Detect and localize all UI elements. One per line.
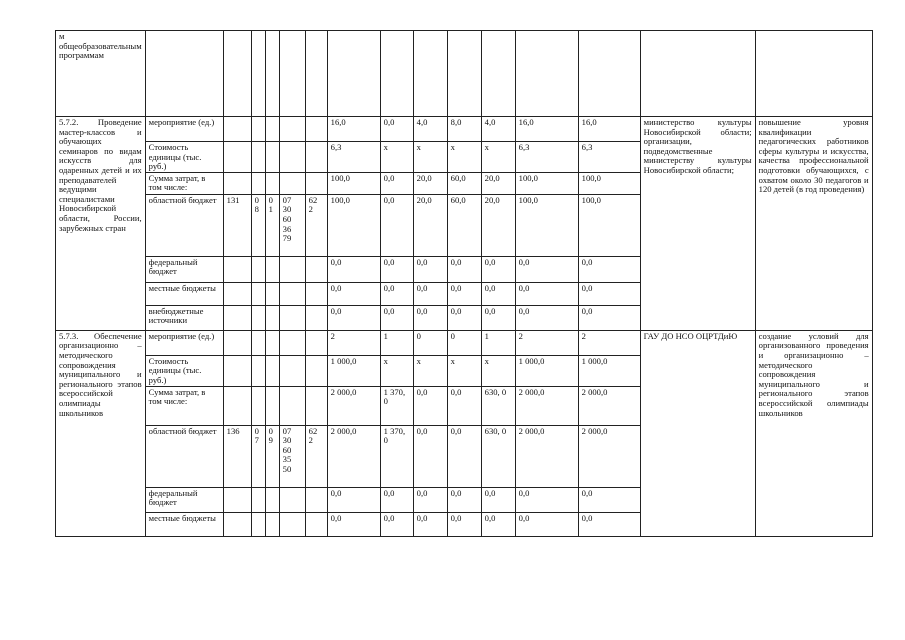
value-cell: 1 000,0 <box>578 355 640 386</box>
grbs-code-cell <box>223 512 251 536</box>
value-cell: 0,0 <box>481 282 515 305</box>
value-cell: 630, 0 <box>481 425 515 487</box>
pr-code-cell <box>265 256 279 282</box>
pr-code-cell <box>265 282 279 305</box>
event-name-cell: м общеобразовательным программам <box>56 31 146 117</box>
value-cell: 0,0 <box>413 512 447 536</box>
value-cell: 0,0 <box>515 512 578 536</box>
value-cell: х <box>447 355 481 386</box>
indicator-label-cell: федеральный бюджет <box>145 487 223 512</box>
value-cell: 2 000,0 <box>578 386 640 425</box>
pr-code-cell <box>265 487 279 512</box>
rz-code-cell <box>251 487 265 512</box>
value-cell: 2 <box>515 330 578 355</box>
event-name-cell: 5.7.3. Обеспечение организационно – методического сопровождения муниципального и регионального этапов всероссийской олимпиады школьников <box>56 330 146 536</box>
pr-code-cell <box>265 512 279 536</box>
indicator-label-cell: внебюджетные источники <box>145 305 223 330</box>
value-cell: 100,0 <box>327 194 380 256</box>
vr-code-cell <box>305 256 327 282</box>
event-name-cell: 5.7.2. Проведение мастер-классов и обучающих семинаров по видам искусств для одаренных детей и их преподавателей ведущими специалистами Новосибирской области, России, зарубежных стран <box>56 117 146 331</box>
grbs-code-cell: 136 <box>223 425 251 487</box>
value-cell: 0,0 <box>380 172 413 194</box>
value-cell: 0,0 <box>447 425 481 487</box>
grbs-code-cell <box>223 117 251 142</box>
value-cell: 0,0 <box>447 256 481 282</box>
value-cell: 60,0 <box>447 172 481 194</box>
pr-code-cell <box>265 305 279 330</box>
csr-code-cell <box>279 142 305 173</box>
value-cell: 0,0 <box>413 282 447 305</box>
grbs-code-cell <box>223 487 251 512</box>
value-cell: 20,0 <box>481 194 515 256</box>
value-cell: 0,0 <box>578 512 640 536</box>
value-cell: х <box>447 142 481 173</box>
vr-code-cell <box>305 487 327 512</box>
value-cell: 100,0 <box>578 194 640 256</box>
vr-code-cell <box>305 172 327 194</box>
value-cell: 0,0 <box>413 256 447 282</box>
value-cell: х <box>481 355 515 386</box>
value-cell: 0,0 <box>578 282 640 305</box>
value-cell: 0,0 <box>447 282 481 305</box>
value-cell: 0,0 <box>447 487 481 512</box>
indicator-label-cell: местные бюджеты <box>145 282 223 305</box>
value-cell: х <box>380 355 413 386</box>
grbs-code-cell <box>223 330 251 355</box>
value-cell: 100,0 <box>578 172 640 194</box>
value-cell: 6,3 <box>515 142 578 173</box>
rz-code-cell: 0 7 <box>251 425 265 487</box>
csr-code-cell <box>279 305 305 330</box>
value-cell: 100,0 <box>515 172 578 194</box>
rz-code-cell <box>251 256 265 282</box>
table-row <box>56 330 873 355</box>
vr-code-cell <box>305 305 327 330</box>
value-cell: 0,0 <box>578 487 640 512</box>
indicator-label-cell: Стоимость единицы (тыс. руб.) <box>145 142 223 173</box>
grbs-code-cell <box>223 142 251 173</box>
value-cell: 1 <box>481 330 515 355</box>
value-cell: 2 000,0 <box>515 425 578 487</box>
value-cell: х <box>413 142 447 173</box>
value-cell: х <box>413 355 447 386</box>
value-cell: 0,0 <box>327 282 380 305</box>
value-cell: 0,0 <box>380 282 413 305</box>
value-cell: 8,0 <box>447 117 481 142</box>
value-cell: 2 000,0 <box>327 425 380 487</box>
vr-code-cell <box>305 512 327 536</box>
indicator-label-cell: местные бюджеты <box>145 512 223 536</box>
value-cell: 0,0 <box>447 305 481 330</box>
value-cell: 0,0 <box>380 487 413 512</box>
rz-code-cell <box>251 330 265 355</box>
csr-code-cell: 07 30 60 36 79 <box>279 194 305 256</box>
grbs-code-cell: 131 <box>223 194 251 256</box>
grbs-code-cell <box>223 305 251 330</box>
value-cell: 630, 0 <box>481 386 515 425</box>
value-cell: 0,0 <box>515 256 578 282</box>
value-cell: 0,0 <box>327 512 380 536</box>
vr-code-cell <box>305 142 327 173</box>
value-cell: 0,0 <box>481 305 515 330</box>
value-cell: 16,0 <box>578 117 640 142</box>
value-cell: 1 370, 0 <box>380 425 413 487</box>
value-cell: 0,0 <box>481 512 515 536</box>
value-cell: 20,0 <box>413 172 447 194</box>
value-cell: 0,0 <box>380 512 413 536</box>
pr-code-cell <box>265 172 279 194</box>
value-cell: 0,0 <box>413 386 447 425</box>
rz-code-cell <box>251 305 265 330</box>
value-cell: 0,0 <box>578 256 640 282</box>
table-row <box>56 31 873 117</box>
value-cell: 2 <box>327 330 380 355</box>
pr-code-cell <box>265 330 279 355</box>
csr-code-cell <box>279 487 305 512</box>
indicator-label-cell: мероприятие (ед.) <box>145 330 223 355</box>
grbs-code-cell <box>223 386 251 425</box>
grbs-code-cell <box>223 256 251 282</box>
executor-cell: министерство культуры Новосибирской области; организации, подведомственные министерству культуры Новосибирской области; <box>640 117 755 331</box>
value-cell: 0,0 <box>515 282 578 305</box>
value-cell: 0,0 <box>413 305 447 330</box>
csr-code-cell <box>279 256 305 282</box>
value-cell: 0,0 <box>327 305 380 330</box>
value-cell: 0,0 <box>447 512 481 536</box>
value-cell: 0,0 <box>327 487 380 512</box>
value-cell: 0,0 <box>380 117 413 142</box>
value-cell: х <box>481 142 515 173</box>
value-cell: 0,0 <box>578 305 640 330</box>
value-cell: 0,0 <box>481 487 515 512</box>
grbs-code-cell <box>223 172 251 194</box>
program-table <box>55 30 873 537</box>
value-cell: 0,0 <box>515 305 578 330</box>
rz-code-cell: 0 8 <box>251 194 265 256</box>
value-cell: 1 000,0 <box>327 355 380 386</box>
executor-cell: ГАУ ДО НСО ОЦРТДиЮ <box>640 330 755 536</box>
vr-code-cell <box>305 386 327 425</box>
value-cell: 4,0 <box>413 117 447 142</box>
value-cell: 0,0 <box>413 487 447 512</box>
csr-code-cell <box>279 355 305 386</box>
table-row <box>56 117 873 142</box>
value-cell: 2 000,0 <box>327 386 380 425</box>
value-cell: 1 000,0 <box>515 355 578 386</box>
csr-code-cell <box>279 512 305 536</box>
indicator-label-cell: мероприятие (ед.) <box>145 117 223 142</box>
grbs-code-cell <box>223 282 251 305</box>
vr-code-cell: 62 2 <box>305 194 327 256</box>
value-cell: 60,0 <box>447 194 481 256</box>
csr-code-cell <box>279 282 305 305</box>
value-cell: 100,0 <box>515 194 578 256</box>
csr-code-cell <box>279 172 305 194</box>
expected-result-cell: повышение уровня квалификации педагогических работников сферы культуры и искусства, качества профессиональной подготовки обучающихся, с охватом около 30 педагогов и 120 детей (в год проведения) <box>755 117 872 331</box>
value-cell: 1 370, 0 <box>380 386 413 425</box>
csr-code-cell <box>279 117 305 142</box>
value-cell: 0,0 <box>413 425 447 487</box>
pr-code-cell <box>265 386 279 425</box>
indicator-label-cell: областной бюджет <box>145 194 223 256</box>
value-cell: 4,0 <box>481 117 515 142</box>
vr-code-cell <box>305 355 327 386</box>
table-body <box>56 31 873 537</box>
indicator-label-cell: федеральный бюджет <box>145 256 223 282</box>
value-cell: 0 <box>447 330 481 355</box>
value-cell: 20,0 <box>481 172 515 194</box>
value-cell: 0 <box>413 330 447 355</box>
value-cell: 2 000,0 <box>515 386 578 425</box>
value-cell: 0,0 <box>481 256 515 282</box>
value-cell: 100,0 <box>327 172 380 194</box>
grbs-code-cell <box>223 355 251 386</box>
vr-code-cell: 62 2 <box>305 425 327 487</box>
indicator-label-cell: Сумма затрат, в том числе: <box>145 386 223 425</box>
rz-code-cell <box>251 172 265 194</box>
value-cell: 2 <box>578 330 640 355</box>
vr-code-cell <box>305 117 327 142</box>
value-cell: 6,3 <box>578 142 640 173</box>
rz-code-cell <box>251 117 265 142</box>
csr-code-cell <box>279 386 305 425</box>
csr-code-cell: 07 30 60 35 50 <box>279 425 305 487</box>
pr-code-cell <box>265 355 279 386</box>
indicator-label-cell: Стоимость единицы (тыс. руб.) <box>145 355 223 386</box>
rz-code-cell <box>251 512 265 536</box>
pr-code-cell: 0 9 <box>265 425 279 487</box>
value-cell: 0,0 <box>447 386 481 425</box>
indicator-label-cell: областной бюджет <box>145 425 223 487</box>
pr-code-cell <box>265 142 279 173</box>
value-cell: 0,0 <box>515 487 578 512</box>
value-cell: 1 <box>380 330 413 355</box>
value-cell: 16,0 <box>327 117 380 142</box>
value-cell: х <box>380 142 413 173</box>
csr-code-cell <box>279 330 305 355</box>
rz-code-cell <box>251 386 265 425</box>
pr-code-cell: 0 1 <box>265 194 279 256</box>
value-cell: 6,3 <box>327 142 380 173</box>
value-cell: 0,0 <box>380 194 413 256</box>
value-cell: 0,0 <box>327 256 380 282</box>
vr-code-cell <box>305 330 327 355</box>
value-cell: 0,0 <box>380 256 413 282</box>
rz-code-cell <box>251 142 265 173</box>
pr-code-cell <box>265 117 279 142</box>
rz-code-cell <box>251 355 265 386</box>
vr-code-cell <box>305 282 327 305</box>
value-cell: 2 000,0 <box>578 425 640 487</box>
value-cell: 0,0 <box>380 305 413 330</box>
value-cell: 20,0 <box>413 194 447 256</box>
expected-result-cell: создание условий для организованного проведения и организационно – методического сопровождения муниципального и регионального этапов всероссийской олимпиады школьников <box>755 330 872 536</box>
rz-code-cell <box>251 282 265 305</box>
indicator-label-cell: Сумма затрат, в том числе: <box>145 172 223 194</box>
value-cell: 16,0 <box>515 117 578 142</box>
